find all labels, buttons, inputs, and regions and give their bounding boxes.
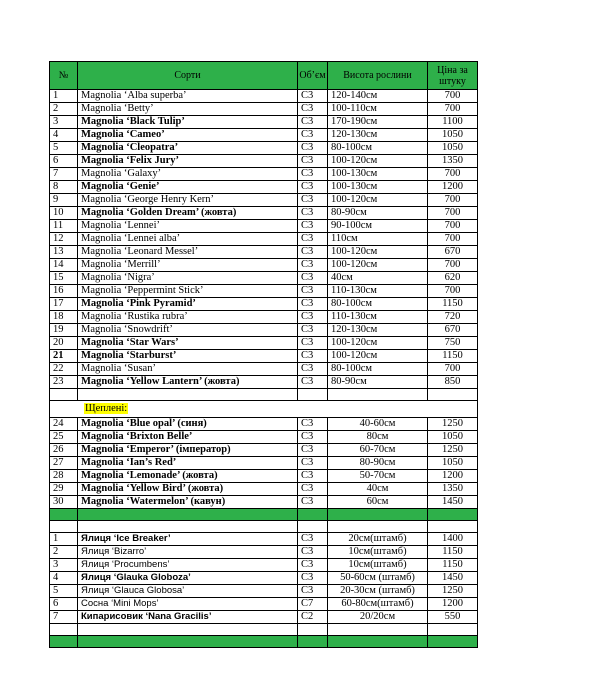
container-volume: C2 — [298, 611, 328, 624]
container-volume: C3 — [298, 376, 328, 389]
table-row — [50, 496, 478, 509]
row-number: 27 — [50, 457, 78, 470]
price: 1100 — [428, 116, 478, 129]
plant-height: 40-60см — [328, 418, 428, 431]
plant-height: 170-190см — [328, 116, 428, 129]
price: 550 — [428, 611, 478, 624]
plant-height: 60см — [328, 496, 428, 509]
row-number: 30 — [50, 496, 78, 509]
price: 1250 — [428, 585, 478, 598]
empty-cell — [298, 636, 328, 648]
variety-name: Ялиця ‘Procumbens’ — [78, 559, 298, 572]
empty-cell — [328, 624, 428, 636]
variety-name: Magnolia ‘Alba superba’ — [78, 90, 298, 103]
plant-height: 10см(штамб) — [328, 559, 428, 572]
table-row — [50, 376, 478, 389]
price: 1050 — [428, 431, 478, 444]
container-volume: C3 — [298, 483, 328, 496]
empty-cell — [50, 624, 78, 636]
price: 1050 — [428, 457, 478, 470]
price: 720 — [428, 311, 478, 324]
price: 1450 — [428, 496, 478, 509]
price: 1250 — [428, 418, 478, 431]
container-volume: C3 — [298, 470, 328, 483]
row-number: 5 — [50, 142, 78, 155]
container-volume: C3 — [298, 285, 328, 298]
plant-height: 10см(штамб) — [328, 546, 428, 559]
header-volume: Об’єм — [298, 62, 328, 90]
table-row — [50, 90, 478, 103]
container-volume: C3 — [298, 233, 328, 246]
price: 700 — [428, 168, 478, 181]
empty-cell — [50, 509, 78, 521]
variety-name: Magnolia ‘Galaxy’ — [78, 168, 298, 181]
green-footer-row — [50, 636, 478, 648]
variety-name: Magnolia ‘Lennei’ — [78, 220, 298, 233]
table-row — [50, 324, 478, 337]
price: 1350 — [428, 483, 478, 496]
container-volume: C3 — [298, 350, 328, 363]
plant-height: 120-140см — [328, 90, 428, 103]
price-table — [49, 61, 478, 648]
variety-name: Magnolia ‘Star Wars’ — [78, 337, 298, 350]
variety-name: Magnolia ‘Pink Pyramid’ — [78, 298, 298, 311]
section-cell — [50, 401, 478, 418]
empty-cell — [78, 521, 298, 533]
empty-cell — [328, 521, 428, 533]
header-height: Висота рослини — [328, 62, 428, 90]
empty-cell — [50, 521, 78, 533]
container-volume: C3 — [298, 129, 328, 142]
table-row — [50, 533, 478, 546]
table-row — [50, 116, 478, 129]
row-number: 4 — [50, 572, 78, 585]
empty-cell — [50, 636, 78, 648]
row-number: 20 — [50, 337, 78, 350]
container-volume: C3 — [298, 363, 328, 376]
price: 700 — [428, 285, 478, 298]
row-number: 18 — [50, 311, 78, 324]
container-volume: C3 — [298, 431, 328, 444]
variety-name: Magnolia ‘Emperor’ (імператор) — [78, 444, 298, 457]
plant-height: 120-130см — [328, 324, 428, 337]
variety-name: Magnolia ‘Genie’ — [78, 181, 298, 194]
plant-height: 80см — [328, 431, 428, 444]
container-volume: C3 — [298, 572, 328, 585]
container-volume: C3 — [298, 272, 328, 285]
container-volume: C3 — [298, 168, 328, 181]
row-number: 22 — [50, 363, 78, 376]
price: 670 — [428, 246, 478, 259]
row-number: 6 — [50, 598, 78, 611]
variety-name: Ялиця ‘Glauca Globosa’ — [78, 585, 298, 598]
plant-height: 100-120см — [328, 259, 428, 272]
grafted-section-label: Щеплені: — [85, 403, 128, 414]
variety-name: Magnolia ‘Yellow Bird’ (жовта) — [78, 483, 298, 496]
container-volume: C3 — [298, 559, 328, 572]
price: 700 — [428, 90, 478, 103]
variety-name: Magnolia ‘Ian’s Red’ — [78, 457, 298, 470]
variety-name: Ялиця ‘Ice Breaker’ — [78, 533, 298, 546]
container-volume: C3 — [298, 155, 328, 168]
row-number: 2 — [50, 103, 78, 116]
container-volume: C7 — [298, 598, 328, 611]
row-number: 17 — [50, 298, 78, 311]
container-volume: C3 — [298, 444, 328, 457]
plant-height: 40см — [328, 272, 428, 285]
variety-name: Magnolia ‘George Henry Kern’ — [78, 194, 298, 207]
row-number: 6 — [50, 155, 78, 168]
plant-height: 120-130см — [328, 129, 428, 142]
row-number: 10 — [50, 207, 78, 220]
row-number: 2 — [50, 546, 78, 559]
empty-row — [50, 521, 478, 533]
price: 700 — [428, 220, 478, 233]
row-number: 8 — [50, 181, 78, 194]
table-row — [50, 246, 478, 259]
table-row — [50, 272, 478, 285]
price: 1200 — [428, 598, 478, 611]
table-row — [50, 444, 478, 457]
container-volume: C3 — [298, 116, 328, 129]
variety-name: Magnolia ‘Cameo’ — [78, 129, 298, 142]
row-number: 9 — [50, 194, 78, 207]
table-row — [50, 194, 478, 207]
container-volume: C3 — [298, 103, 328, 116]
variety-name: Magnolia ‘Black Tulip’ — [78, 116, 298, 129]
header-price: Ціна за штуку — [428, 62, 478, 90]
row-number: 23 — [50, 376, 78, 389]
row-number: 28 — [50, 470, 78, 483]
plant-height: 60-80см(штамб) — [328, 598, 428, 611]
variety-name: Кипарисовик ‘Nana Gracilis’ — [78, 611, 298, 624]
variety-name: Magnolia ‘Peppermint Stick’ — [78, 285, 298, 298]
price: 850 — [428, 376, 478, 389]
variety-name: Magnolia ‘Lemonade’ (жовта) — [78, 470, 298, 483]
container-volume: C3 — [298, 496, 328, 509]
plant-height: 100-120см — [328, 246, 428, 259]
variety-name: Magnolia ‘Cleopatra’ — [78, 142, 298, 155]
plant-height: 40см — [328, 483, 428, 496]
empty-cell — [428, 509, 478, 521]
price: 1250 — [428, 444, 478, 457]
row-number: 24 — [50, 418, 78, 431]
table-row — [50, 559, 478, 572]
empty-cell — [50, 389, 78, 401]
price: 1050 — [428, 129, 478, 142]
row-number: 14 — [50, 259, 78, 272]
price: 670 — [428, 324, 478, 337]
container-volume: C3 — [298, 324, 328, 337]
variety-name: Сосна ‘Mini Mops’ — [78, 598, 298, 611]
price: 620 — [428, 272, 478, 285]
table-row — [50, 337, 478, 350]
empty-cell — [428, 389, 478, 401]
empty-cell — [328, 389, 428, 401]
variety-name: Magnolia ‘Felix Jury’ — [78, 155, 298, 168]
plant-height: 80-100см — [328, 298, 428, 311]
empty-cell — [298, 509, 328, 521]
price: 700 — [428, 259, 478, 272]
price: 1150 — [428, 298, 478, 311]
empty-cell — [78, 509, 298, 521]
container-volume: C3 — [298, 457, 328, 470]
container-volume: C3 — [298, 194, 328, 207]
variety-name: Magnolia ‘Rustika rubra’ — [78, 311, 298, 324]
green-divider-row — [50, 509, 478, 521]
plant-height: 110-130см — [328, 311, 428, 324]
container-volume: C3 — [298, 246, 328, 259]
price: 700 — [428, 207, 478, 220]
plant-height: 100-130см — [328, 168, 428, 181]
plant-height: 80-90см — [328, 376, 428, 389]
empty-cell — [298, 389, 328, 401]
table-row — [50, 155, 478, 168]
price: 700 — [428, 233, 478, 246]
header-variety: Сорти — [78, 62, 298, 90]
plant-height: 80-100см — [328, 142, 428, 155]
table-row — [50, 572, 478, 585]
plant-height: 100-120см — [328, 155, 428, 168]
empty-cell — [428, 624, 478, 636]
empty-row — [50, 389, 478, 401]
variety-name: Magnolia ‘Watermelon’ (кавун) — [78, 496, 298, 509]
row-number: 1 — [50, 90, 78, 103]
table-row — [50, 483, 478, 496]
container-volume: C3 — [298, 298, 328, 311]
table-row — [50, 129, 478, 142]
container-volume: C3 — [298, 181, 328, 194]
table-row — [50, 363, 478, 376]
row-number: 7 — [50, 168, 78, 181]
variety-name: Magnolia ‘Nigra’ — [78, 272, 298, 285]
container-volume: C3 — [298, 259, 328, 272]
row-number: 5 — [50, 585, 78, 598]
plant-height: 50-60см (штамб) — [328, 572, 428, 585]
empty-cell — [328, 509, 428, 521]
price: 1450 — [428, 572, 478, 585]
plant-height: 100-110см — [328, 103, 428, 116]
price: 700 — [428, 103, 478, 116]
empty-cell — [328, 636, 428, 648]
variety-name: Magnolia ‘Lennei alba’ — [78, 233, 298, 246]
container-volume: C3 — [298, 337, 328, 350]
plant-height: 20-30см (штамб) — [328, 585, 428, 598]
price: 1400 — [428, 533, 478, 546]
table-row — [50, 418, 478, 431]
table-row — [50, 142, 478, 155]
plant-height: 80-90см — [328, 457, 428, 470]
plant-height: 90-100см — [328, 220, 428, 233]
plant-height: 20/20см — [328, 611, 428, 624]
row-number: 19 — [50, 324, 78, 337]
container-volume: C3 — [298, 585, 328, 598]
price: 1350 — [428, 155, 478, 168]
row-number: 26 — [50, 444, 78, 457]
empty-cell — [298, 521, 328, 533]
header-num: № — [50, 62, 78, 90]
table-row — [50, 585, 478, 598]
plant-height: 110см — [328, 233, 428, 246]
row-number: 13 — [50, 246, 78, 259]
table-row — [50, 298, 478, 311]
plant-height: 80-90см — [328, 207, 428, 220]
row-number: 4 — [50, 129, 78, 142]
variety-name: Ялиця ‘Glauka Globoza’ — [78, 572, 298, 585]
plant-height: 100-130см — [328, 181, 428, 194]
row-number: 25 — [50, 431, 78, 444]
plant-height: 100-120см — [328, 194, 428, 207]
table-row — [50, 168, 478, 181]
variety-name: Magnolia ‘Susan’ — [78, 363, 298, 376]
table-row — [50, 470, 478, 483]
price: 1150 — [428, 546, 478, 559]
container-volume: C3 — [298, 546, 328, 559]
row-number: 7 — [50, 611, 78, 624]
table-row — [50, 207, 478, 220]
row-number: 1 — [50, 533, 78, 546]
plant-height: 20см(штамб) — [328, 533, 428, 546]
table-row — [50, 546, 478, 559]
empty-cell — [428, 521, 478, 533]
price: 1150 — [428, 559, 478, 572]
price: 750 — [428, 337, 478, 350]
variety-name: Magnolia ‘Merrill’ — [78, 259, 298, 272]
variety-name: Magnolia ‘Snowdrift’ — [78, 324, 298, 337]
empty-cell — [298, 624, 328, 636]
row-number: 16 — [50, 285, 78, 298]
table-row — [50, 598, 478, 611]
price: 700 — [428, 363, 478, 376]
table-row — [50, 233, 478, 246]
row-number: 12 — [50, 233, 78, 246]
variety-name: Magnolia ‘Betty’ — [78, 103, 298, 116]
plant-height: 100-120см — [328, 350, 428, 363]
empty-cell — [78, 624, 298, 636]
empty-cell — [428, 636, 478, 648]
table-row — [50, 457, 478, 470]
table-row — [50, 220, 478, 233]
table-row — [50, 311, 478, 324]
empty-cell — [78, 636, 298, 648]
price: 1200 — [428, 181, 478, 194]
table-row — [50, 285, 478, 298]
table-row — [50, 181, 478, 194]
grafted-section-row — [50, 401, 478, 418]
table-row — [50, 350, 478, 363]
variety-name: Magnolia ‘Leonard Messel’ — [78, 246, 298, 259]
variety-name: Magnolia ‘Blue opal’ (синя) — [78, 418, 298, 431]
price: 1200 — [428, 470, 478, 483]
row-number: 21 — [50, 350, 78, 363]
header-row — [50, 62, 478, 90]
row-number: 29 — [50, 483, 78, 496]
price: 1050 — [428, 142, 478, 155]
variety-name: Ялиця ‘Bizarro’ — [78, 546, 298, 559]
container-volume: C3 — [298, 311, 328, 324]
container-volume: C3 — [298, 220, 328, 233]
plant-height: 60-70см — [328, 444, 428, 457]
variety-name: Magnolia ‘Starburst’ — [78, 350, 298, 363]
variety-name: Magnolia ‘Yellow Lantern’ (жовта) — [78, 376, 298, 389]
price: 700 — [428, 194, 478, 207]
plant-height: 50-70см — [328, 470, 428, 483]
row-number: 15 — [50, 272, 78, 285]
variety-name: Magnolia ‘Golden Dream’ (жовта) — [78, 207, 298, 220]
plant-height: 80-100см — [328, 363, 428, 376]
row-number: 3 — [50, 559, 78, 572]
row-number: 3 — [50, 116, 78, 129]
container-volume: C3 — [298, 207, 328, 220]
plant-height: 110-130см — [328, 285, 428, 298]
empty-row — [50, 624, 478, 636]
table-row — [50, 431, 478, 444]
table-row — [50, 103, 478, 116]
container-volume: C3 — [298, 90, 328, 103]
table-row — [50, 259, 478, 272]
container-volume: C3 — [298, 533, 328, 546]
plant-height: 100-120см — [328, 337, 428, 350]
row-number: 11 — [50, 220, 78, 233]
empty-cell — [78, 389, 298, 401]
container-volume: C3 — [298, 142, 328, 155]
container-volume: C3 — [298, 418, 328, 431]
table-row — [50, 611, 478, 624]
variety-name: Magnolia ‘Brixton Belle’ — [78, 431, 298, 444]
price: 1150 — [428, 350, 478, 363]
